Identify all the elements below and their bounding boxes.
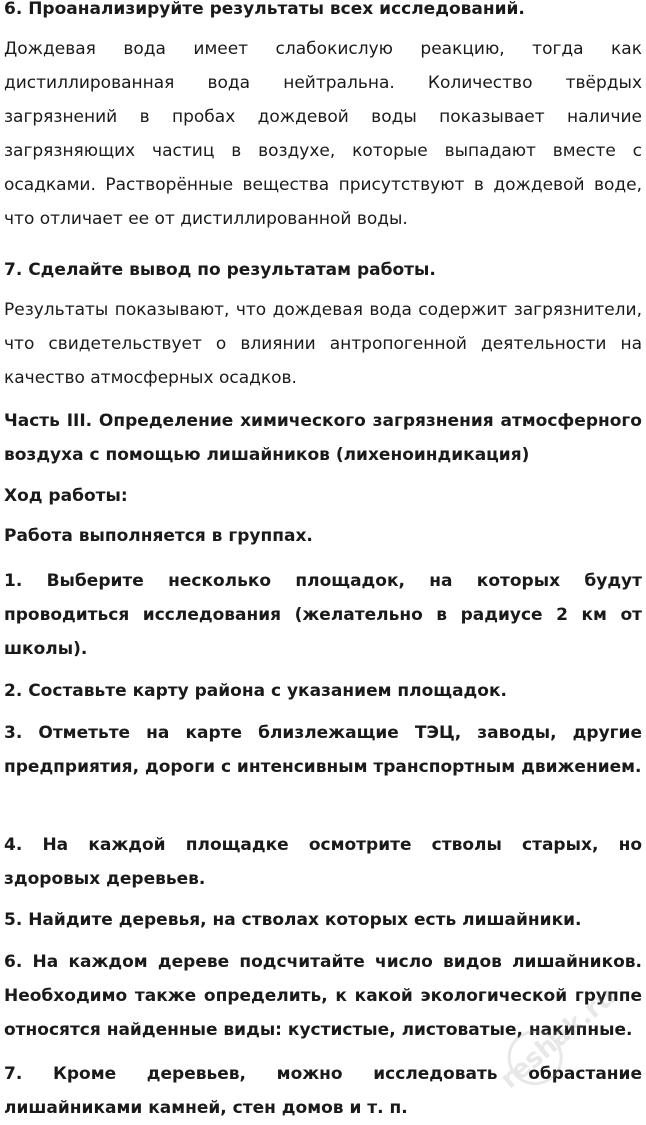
step-5: 5. Найдите деревья, на стволах которых есть лишайники. — [4, 910, 582, 930]
step-4: 4. На каждой площадке осмотрите стволы старых, но здоровых деревьев. — [4, 835, 642, 889]
watermark-text: reshak.ru — [494, 981, 622, 1095]
group-note: Работа выполняется в группах. — [4, 526, 313, 546]
part-3-title: Часть III. Определение химического загрязнения атмосферного воздуха с помощью лишайников (лихеноиндикация) — [4, 411, 642, 465]
step-2: 2. Составьте карту района с указанием площадок. — [4, 681, 507, 701]
question-7-answer: Результаты показывают, что дождевая вода содержит загрязнители, что свидетельствует о влиянии антропогенной деятельности на качество атмосферных осадков. — [4, 300, 642, 388]
step-6: 6. На каждом дереве подсчитайте число видов лишайников. Необходимо также определить, к какой экологической группе относятся найденные виды: кустистые, листоватые, накипные. — [4, 952, 642, 1040]
question-7-title: 7. Сделайте вывод по результатам работы. — [4, 260, 436, 280]
step-3: 3. Отметьте на карте близлежащие ТЭЦ, заводы, другие предприятия, дороги с интенсивным транспортным движением. — [4, 723, 642, 777]
question-6-title: 6. Проанализируйте результаты всех исследований. — [4, 0, 525, 19]
step-7: 7. Кроме деревьев, можно исследовать обрастание лишайниками камней, стен домов и т. п. — [4, 1064, 642, 1118]
step-1: 1. Выберите несколько площадок, на которых будут проводиться исследования (желательно в радиусе 2 км от школы). — [4, 571, 642, 659]
workflow-title: Ход работы: — [4, 486, 128, 506]
question-6-answer: Дождевая вода имеет слабокислую реакцию, тогда как дистиллированная вода нейтральна. Количество твёрдых загрязнений в пробах дождевой воды показывает наличие загрязняющих частиц в воздухе, которые выпадают вместе с осадками. Растворённые вещества присутствуют в дождевой воде, что отличает ее от дистиллированной воды. — [4, 39, 642, 229]
